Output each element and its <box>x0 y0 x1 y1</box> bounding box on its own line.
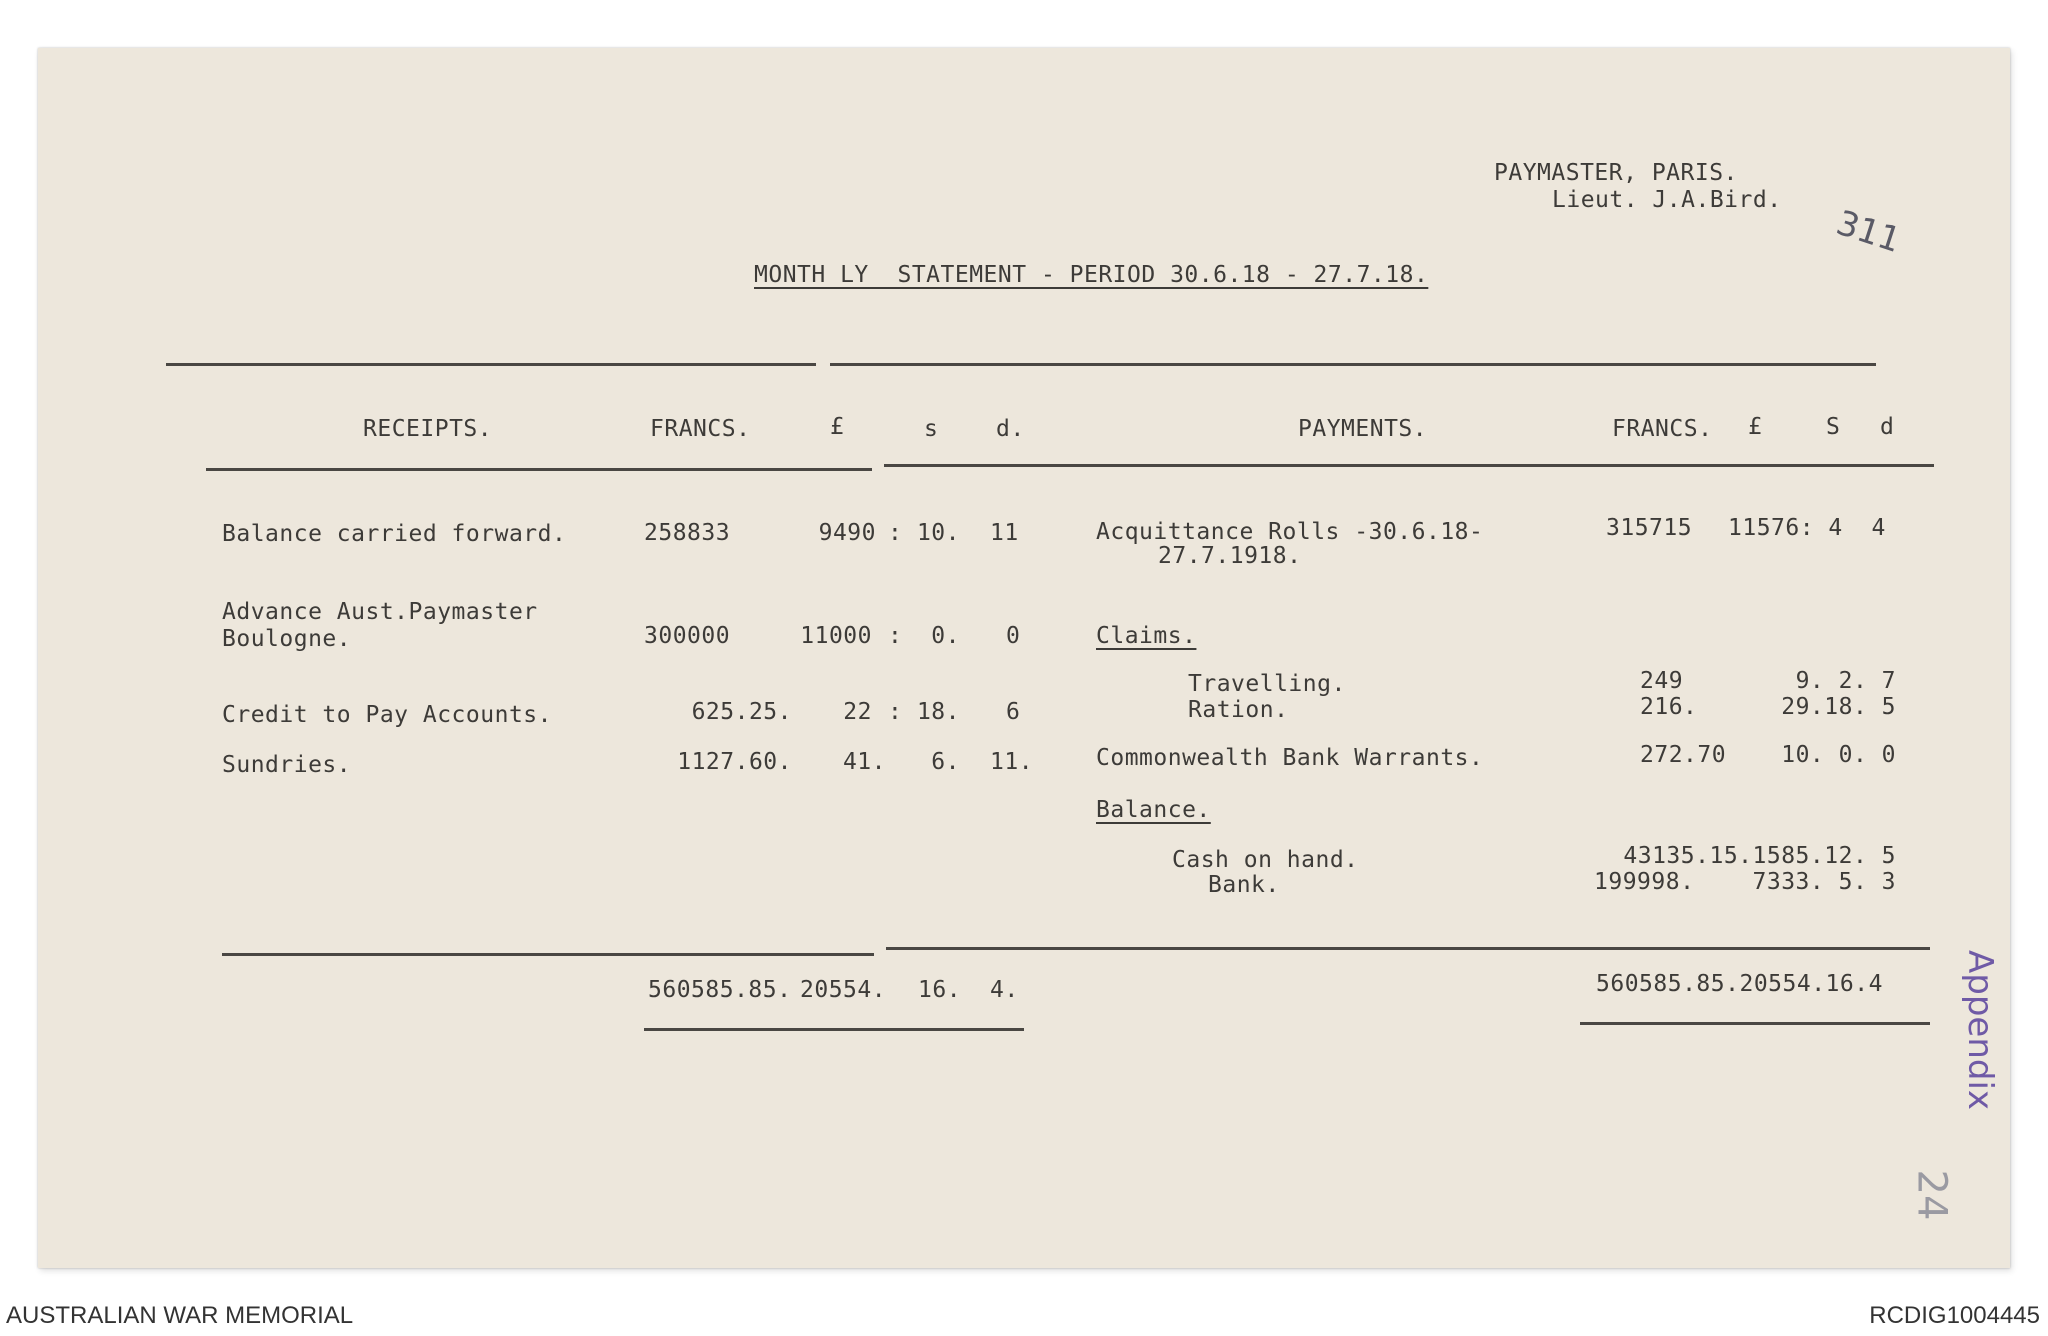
statement-title: MONTH LY STATEMENT - PERIOD 30.6.18 - 27.7.18. <box>754 262 1429 288</box>
receipt-pounds: 11000 <box>800 623 872 649</box>
receipt-sep: : <box>888 623 903 649</box>
payments-pounds-header: £ <box>1748 414 1763 440</box>
receipt-shillings: 6. <box>931 749 960 775</box>
receipts-pence-header: d. <box>996 416 1025 442</box>
appendix-stamp: Appendix <box>1960 950 2000 1111</box>
payment-label: Bank. <box>1208 872 1280 898</box>
receipt-francs: 625.25. <box>691 699 792 725</box>
payment-lsd: 7333. 5. 3 <box>1752 869 1896 895</box>
receipt-pence: 11. <box>990 749 1034 775</box>
receipts-total-pounds: 20554. <box>800 977 887 1003</box>
receipt-pence: 6 <box>1006 699 1021 725</box>
receipt-label-cont: Boulogne. <box>222 626 352 652</box>
payment-francs: 315715 <box>1606 515 1693 541</box>
payment-francs: 249 <box>1640 668 1684 694</box>
payments-pence-header: d <box>1880 414 1895 440</box>
payment-label-cont: 27.7.1918. <box>1158 543 1302 569</box>
payments-total: 560585.85.20554.16.4 <box>1596 971 1883 997</box>
receipts-total-shillings: 16. <box>918 977 962 1003</box>
header-rule-left <box>206 468 872 471</box>
receipt-pounds: 9490 <box>818 520 876 546</box>
receipt-sep: : <box>888 699 903 725</box>
receipts-shillings-header: s <box>924 416 939 442</box>
payments-shillings-header: S <box>1826 414 1841 440</box>
receipts-francs-header: FRANCS. <box>650 416 751 442</box>
receipts-header: RECEIPTS. <box>363 416 493 442</box>
payment-francs: 272.70 <box>1640 742 1727 768</box>
folio-number: 311 <box>1831 202 1906 262</box>
claims-heading: Claims. <box>1096 623 1197 649</box>
payment-label: Acquittance Rolls -30.6.18- <box>1096 519 1484 545</box>
payment-label: Ration. <box>1188 697 1289 723</box>
receipt-shillings: 18. <box>916 699 960 725</box>
top-rule-left <box>166 363 816 366</box>
total-rule-left <box>222 953 874 956</box>
payment-label: Travelling. <box>1188 671 1346 697</box>
payment-lsd: 11576: 4 4 <box>1728 515 1886 541</box>
receipt-label: Credit to Pay Accounts. <box>222 702 552 728</box>
total-underline-left <box>644 1028 1024 1031</box>
receipt-label: Sundries. <box>222 752 352 778</box>
payment-label: Commonwealth Bank Warrants. <box>1096 745 1484 771</box>
payment-francs: 216. <box>1640 694 1698 720</box>
payments-header: PAYMENTS. <box>1298 416 1428 442</box>
receipt-pounds: 41. <box>842 749 886 775</box>
receipt-label: Balance carried forward. <box>222 521 567 547</box>
payment-label: Cash on hand. <box>1172 847 1359 873</box>
receipt-francs: 300000 <box>644 623 731 649</box>
document-page <box>38 48 2010 1268</box>
receipts-total-francs: 560585.85. <box>648 977 792 1003</box>
receipts-pounds-header: £ <box>830 414 845 440</box>
footer-source: AUSTRALIAN WAR MEMORIAL <box>6 1302 354 1329</box>
payment-lsd: 9. 2. 7 <box>1795 668 1896 694</box>
office-heading: PAYMASTER, PARIS. <box>1494 160 1738 186</box>
receipts-total-pence: 4. <box>990 977 1019 1003</box>
receipt-label: Advance Aust.Paymaster <box>222 599 538 625</box>
receipt-shillings: 0. <box>931 623 960 649</box>
header-rule-right <box>884 464 1934 467</box>
receipt-francs: 258833 <box>644 520 731 546</box>
receipt-pounds: 22 <box>843 699 872 725</box>
balance-heading: Balance. <box>1096 797 1211 823</box>
receipt-sep: : <box>888 520 903 546</box>
receipt-shillings: 10. <box>916 520 960 546</box>
total-rule-right <box>886 947 1930 950</box>
payment-francs: 199998. <box>1594 869 1695 895</box>
payment-lsd: 29.18. 5 <box>1781 694 1896 720</box>
footer-record-id: RCDIG1004445 <box>1869 1302 2040 1329</box>
payment-lsd: 10. 0. 0 <box>1781 742 1896 768</box>
receipt-pence: 11 <box>990 520 1019 546</box>
payment-cash-value: 43135.15.1585.12. 5 <box>1623 843 1896 869</box>
page-number: 24 <box>1908 1169 1955 1221</box>
payments-francs-header: FRANCS. <box>1612 416 1713 442</box>
top-rule-right <box>830 363 1876 366</box>
receipt-francs: 1127.60. <box>677 749 792 775</box>
receipt-pence: 0 <box>1006 623 1021 649</box>
officer-name: Lieut. J.A.Bird. <box>1552 187 1782 213</box>
total-underline-right <box>1580 1022 1930 1025</box>
